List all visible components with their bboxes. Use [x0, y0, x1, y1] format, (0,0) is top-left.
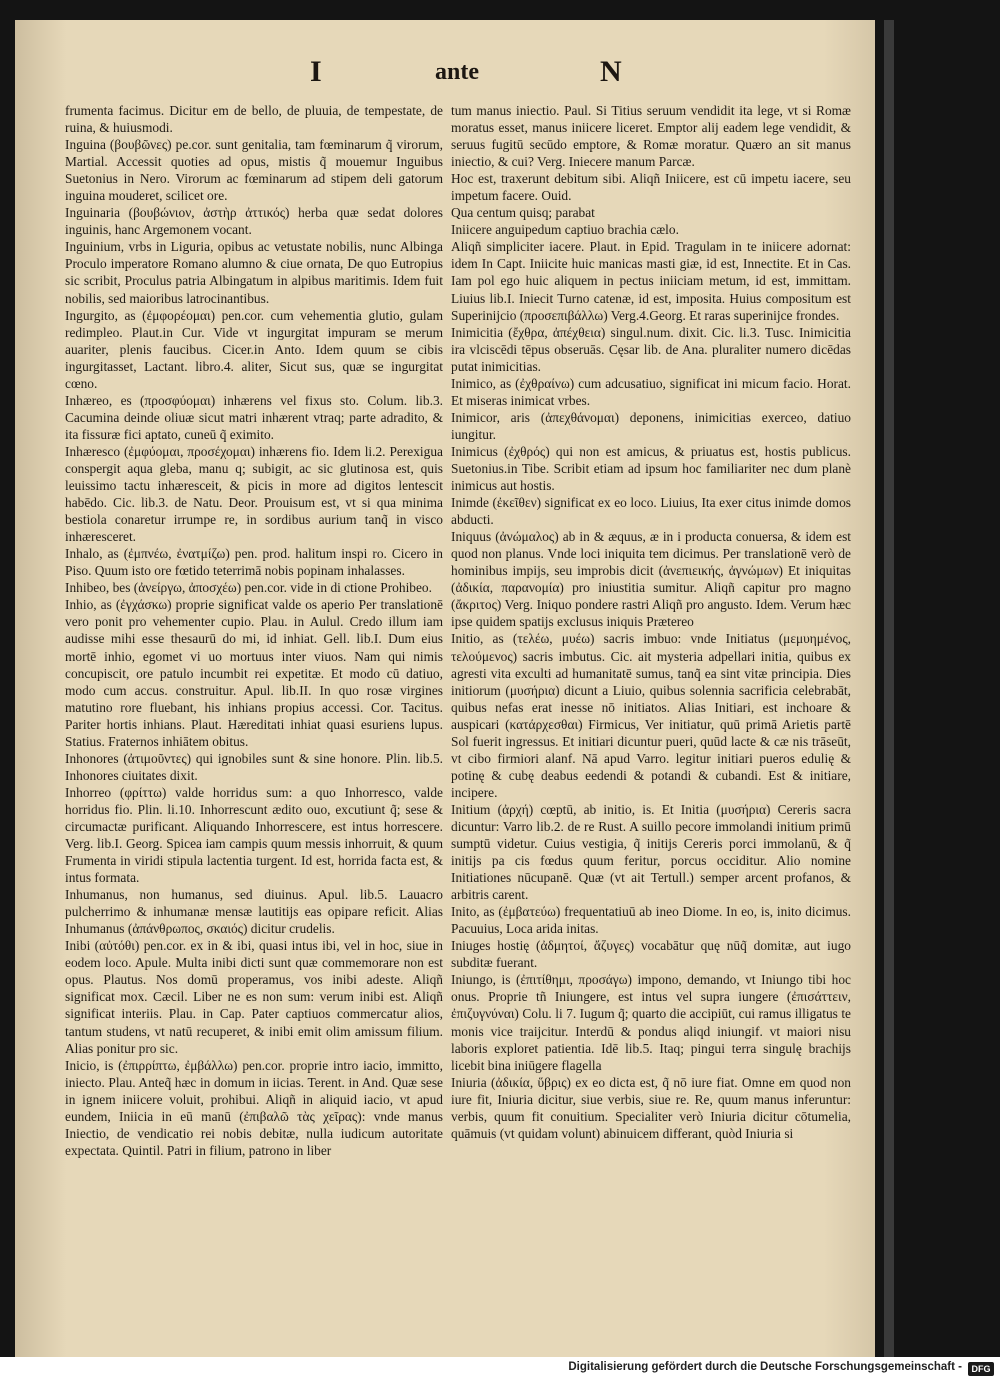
dictionary-entry: Ingurgito, as (ἐμφορέομαι) pen.cor. cum vehementia glutio, gulam redimpleo. Plaut.in Cur. Vide vt ingurgitat impuram se merum auariter, plenis faucibus. Cicer.in Anto. Idem quum se cibis ingurgitasset, Lactant. libro.4. aliter, Sicut sus, quæ se ingurgitat cœno. — [65, 307, 443, 391]
funding-notice: Digitalisierung gefördert durch die Deutsche Forschungsgemeinschaft - — [568, 1361, 962, 1373]
dictionary-entry: tum manus iniectio. Paul. Si Titius seruum vendidit ita lege, vt si Romæ moratus esset, manus iniicere liceret. Emptor alij eadem lege vendidit, & seruus fugitū secūdo emptore, & Romæ moratur. Quæro an sit manus iniectio, & cui? Verg. Iniecere manum Parcæ. — [451, 103, 851, 170]
document-page — [15, 20, 875, 1357]
dictionary-entry: Inguinium, vrbs in Liguria, opibus ac vetustate nobilis, nunc Albinga Proculo imperatore Romano alumno & ciue ornata, De quo Eutropius sic scribit, Proculus patria Albingatum in alpibus maritimis. Idem fuit nobilis, sed maioribus latrocinantibus. — [65, 239, 443, 306]
running-header — [15, 55, 875, 95]
dictionary-entry: Iniuges hostię (ἀδμητοί, ἄζυγες) vocabātur quę nūq̃ domitæ, aut iugo subditæ fuerant. — [451, 938, 851, 971]
page-edge-strip — [884, 20, 894, 1357]
dictionary-entry: frumenta facimus. Dicitur em de bello, de pluuia, de tempestate, de ruina, & huiusmodi. — [65, 103, 443, 136]
dictionary-entry: Inimico, as (ἐχθραίνω) cum adcusatiuo, significat ini micum facio. Horat. Et miseras inimicat vrbes. — [451, 375, 851, 408]
header-left-letter: I — [310, 55, 322, 88]
dictionary-entry: Inguinaria (βουβώνιον, ἀστὴρ ἀττικός) herba quæ sedat dolores inguinis, hanc Argemonem vocant. — [65, 205, 443, 238]
dictionary-entry: Inhio, as (ἐγχάσκω) proprie significat valde os aperio Per translationē vero ponit pro vehementer cupio. Plau. in Aulul. Credo illum iam audisse mihi esse thesaurū do mi, id inhiat. Gell. lib.I. Dum eius mortē inhio, egomet vi uo mortuus inter viuos. Nam qui nimis concupiscit, ore patulo incumbit rei expetitæ. Et modo cū datiuo, modo cum accus. construitur. Apul. lib.II. In quo rosæ virgines matutino rore fluebant, his inhians propius accessi. Cor. Tacitus. Pariter hortis inhians. Plaut. Hæreditati inhiat quasi esuriens lupus. Statius. Fraternos inhiātem obitus. — [65, 597, 443, 749]
dictionary-entry: Inhumanus, non humanus, sed diuinus. Apul. lib.5. Lauacro pulcherrimo & inhumanæ mensæ lautitijs eas opipare reficit. Alias Inhumanus (ἀπάνθρωπος, σκαιός) dicitur crudelis. — [65, 887, 443, 937]
dictionary-entry: Inibi (αὐτόθι) pen.cor. ex in & ibi, quasi intus ibi, vel in hoc, siue in eodem loco. Apule. Multa inibi dicti sunt quæ commemorare non est opus. Plautus. Nos domū properamus, vos inibi adeste. Aliqñ significat mox. Cæcil. Liber ne es non sum: verum inibi est. Aliqñ significat interiis. Plau. in Cap. Pater captiuos commercatur alios, tantum studens, vt natū recuperet, & inibi emit olim amissum filium. Alias ponitur pro sic. — [65, 938, 443, 1056]
digitization-footer — [0, 1357, 1000, 1382]
dictionary-entry: Iniicere anguipedum captiuo brachia cælo. — [451, 222, 679, 238]
dictionary-entry: Inhæresco (ἐμφύομαι, προσέχομαι) inhærens fio. Idem li.2. Perexigua conspergit aqua gleba, manu q; subigit, ac sic glutinosa est, quis leuissimo tactu inhæresceit, & picis in more ad digitos lentescit habēdo. Cic. lib.3. de Natu. Deor. Prouisum est, vt si qua minima bestiola conaretur irrumpe re, in sordibus aurium tanq̃ in visco inhæresceret. — [65, 443, 443, 545]
dictionary-entry: Inhalo, as (ἐμπνέω, ἐνατμίζω) pen. prod. halitum inspi ro. Cicero in Piso. Quum isto ore fœtido teterrimā nobis popinam inhalasses. — [65, 546, 443, 579]
header-right-letter: N — [600, 55, 622, 88]
left-column — [65, 102, 443, 1159]
dictionary-entry: Inimicitia (ἔχθρα, ἀπέχθεια) singul.num. dixit. Cic. li.3. Tusc. Inimicitia ira vlciscēdi tēpus obseruās. Cęsar lib. de Ana. pluraliter numero dicēdas putat inimicitias. — [451, 324, 851, 374]
dictionary-entry: Inicio, is (ἐπιρρίπτω, ἐμβάλλω) pen.cor. proprie intro iacio, immitto, iniecto. Plau. Anteq̃ hæc in domum in iicias. Terent. in And. Quæ sese in ignem iniicere voluit, prohibui. Aliqñ in aliquid iacio, vt apud eundem, Iniicia in eū manū (ἐπιβαλῶ τὰς χεῖρας): vnde manus Iniectio, de vendicatio rei nobis debitæ, nulla iudicum autoritate expectata. Quintil. Patri in filium, patrono in liber — [65, 1057, 443, 1158]
dictionary-entry: Qua centum quisq; parabat — [451, 205, 595, 221]
dictionary-entry: Inhonores (ἀτιμοῦντες) qui ignobiles sunt & sine honore. Plin. lib.5. Inhonores ciuitates dixit. — [65, 750, 443, 783]
dictionary-entry: Inhibeo, bes (ἀνείργω, ἀποσχέω) pen.cor. vide in di ctione Prohibeo. — [65, 580, 432, 596]
dictionary-entry: Iniquus (ἀνώμαλος) ab in & æquus, æ in i producta conuersa, & idem est quod non planus. Vnde loci iniquita tem dicimus. Per translationē verò de hominibus impijs, seu improbis dicit (ἀνεπιεικής, ἀγνώμων) Et iniquitas (ἀδικία, παρανομία) pro iniustitia sumitur. Aliqñ capitur pro magno (ἄκριτος) Verg. Iniquo pondere rastri Aliqñ pro angusto. Idem. Verum hæc ipse quidem spatijs exclusus iniquis Prætereo — [451, 529, 851, 630]
dictionary-entry: Hoc est, traxerunt debitum sibi. Aliqñ Iniicere, est cū impetu iacere, seu impetum facere. Ouid. — [451, 171, 851, 204]
dictionary-entry: Iniuria (ἀδικία, ὕβρις) ex eo dicta est, q̃ nō iure fiat. Omne em quod non iure fit, Iniuria dicitur, siue verbis, siue re. Re, quum manus inferuntur: verbis, quum fit conuitium. Specialiter verò Iniuria dicitur cōtumelia, quāmuis (vt quidam volunt) abinuicem differant, quòd Iniuria si — [451, 1074, 851, 1141]
header-word: ante — [435, 59, 479, 85]
dictionary-entry: Initio, as (τελέω, μυέω) sacris imbuo: vnde Initiatus (μεμυημένος, τελούμενος) sacris imbutus. Cic. ait mysteria adpellari initia, quibus ex agresti vita exculti ad humanitatē sumus, tanq̃ ea sint vitæ principia. Dies initiorum (μυσήρια) dicunt a Liuio, quibus solennia sacrificia celebrabāt, quibus nefas erat inesse nō initiatos. Alias Initiari, est inchoare & auspicari (κατάρχεσθαι) Firmicus, Ver initiatur, quū primā Arietis partē Sol fuerit ingressus. Et initiari dicuntur pueri, quūd lacte & cæ nis trāseūt, vt cibo firmiori alanf. Nā apud Varro. legitur initiari pueros edulię & potinę & cubę deabus eedendi & potandi & cubandi. Est & initiare, incipere. — [451, 631, 851, 800]
dictionary-entry: Inimicus (ἐχθρός) qui non est amicus, & priuatus est, hostis publicus. Suetonius.in Tibe. Scribit etiam ad ipsum hoc familiariter nec dum planè inimicus aut hostis. — [451, 443, 851, 494]
dictionary-entry: Inhorreo (φρίττω) valde horridus sum: a quo Inhorresco, valde horridus fio. Plin. li.10. Inhorrescunt ædito ouo, excutiunt q̃; sese & circumactæ purificant. Aliquando Inhorrescere, est intus horrescere. Verg. lib.I. Georg. Spicea iam campis quum messis inhorruit, & quum Frumenta in viridi stipula lactentia turgent. Id est, horrida facta est, & intus formata. — [65, 784, 443, 886]
dictionary-entry: Inimde (ἐκεῖθεν) significat ex eo loco. Liuius, Ita exer citus inimde domos abducti. — [451, 495, 851, 528]
right-column — [451, 102, 851, 1142]
dictionary-entry: Iniungo, is (ἐπιτίθημι, προσάγω) impono, demando, vt Iniungo tibi hoc onus. Proprie tñ Iniungere, est intus vel supra iungere (ἐπισάττειν, ἐπιζυγνύναι) Colu. li 7. Iugum q̃; quarto die accipiūt, cui ramus illigatus te monis vice traijcitur. Interdū & pondus aliqd iniungif. vt maiori nisu laboris exploret patientia. Idē lib.5. Itaq; pingui terra singulę brachijs licebit bina iniūgere flagella — [451, 972, 851, 1073]
dictionary-entry: Inimicor, aris (ἀπεχθάνομαι) deponens, inimicitias exerceo, datiuo iungitur. — [451, 409, 851, 442]
dictionary-entry: Inguina (βουβῶνες) pe.cor. sunt genitalia, tam fœminarum q̃ virorum, Martial. Accessit quoties ad opus, mistis q̃ mouemur Inguibus Suetonius in Nero. Virorum ac fœminarum ad stipem deli gatorum inguina mouderet, scilicet ore. — [65, 137, 443, 204]
dfg-logo-icon: DFG — [968, 1362, 994, 1376]
dictionary-entry: Initium (ἀρχή) cœptū, ab initio, is. Et Initia (μυσήρια) Cereris sacra dicuntur: Varro lib.2. de re Rust. A suillo pecore immolandi initium primū sumptū videtur. Cuius vestigia, q̃ initijs Cereris porci immolanū, & q̃ initijs pa cis fœdus quum feritur, porcus occiditur. Alio nomine Initiationes nūcupanē. Quæ (vt ait Tertull.) semper arcent profanos, & arbitris carent. — [451, 801, 851, 903]
dictionary-entry: Inhæreo, es (προσφύομαι) inhærens vel fixus sto. Colum. lib.3. Cacumina deinde oliuæ sicut matri inhærent vtraq; parte adradito, & ita fissuræ fici aptato, cuneū q̃ eximito. — [65, 392, 443, 442]
dictionary-entry: Aliqñ simpliciter iacere. Plaut. in Epid. Tragulam in te iniicere adornat: idem In Capt. Iniicite huic manicas masti giæ, id est, Innectite. Et in Cas. Iam pol ego huic aliquem in pectus iniiciam metum, id est, immittam. Liuius lib.I. Iniecit Turno catenæ, id est, imposita. Huius compositum est Superinijcio (προσεπιβάλλω) Verg.4.Georg. Et raras superinijce frondes. — [451, 239, 851, 323]
dictionary-entry: Inito, as (ἐμβατεύω) frequentatiuū ab ineo Diome. In eo, is, inito dicimus. Pacuuius, Loca arida initas. — [451, 904, 851, 937]
